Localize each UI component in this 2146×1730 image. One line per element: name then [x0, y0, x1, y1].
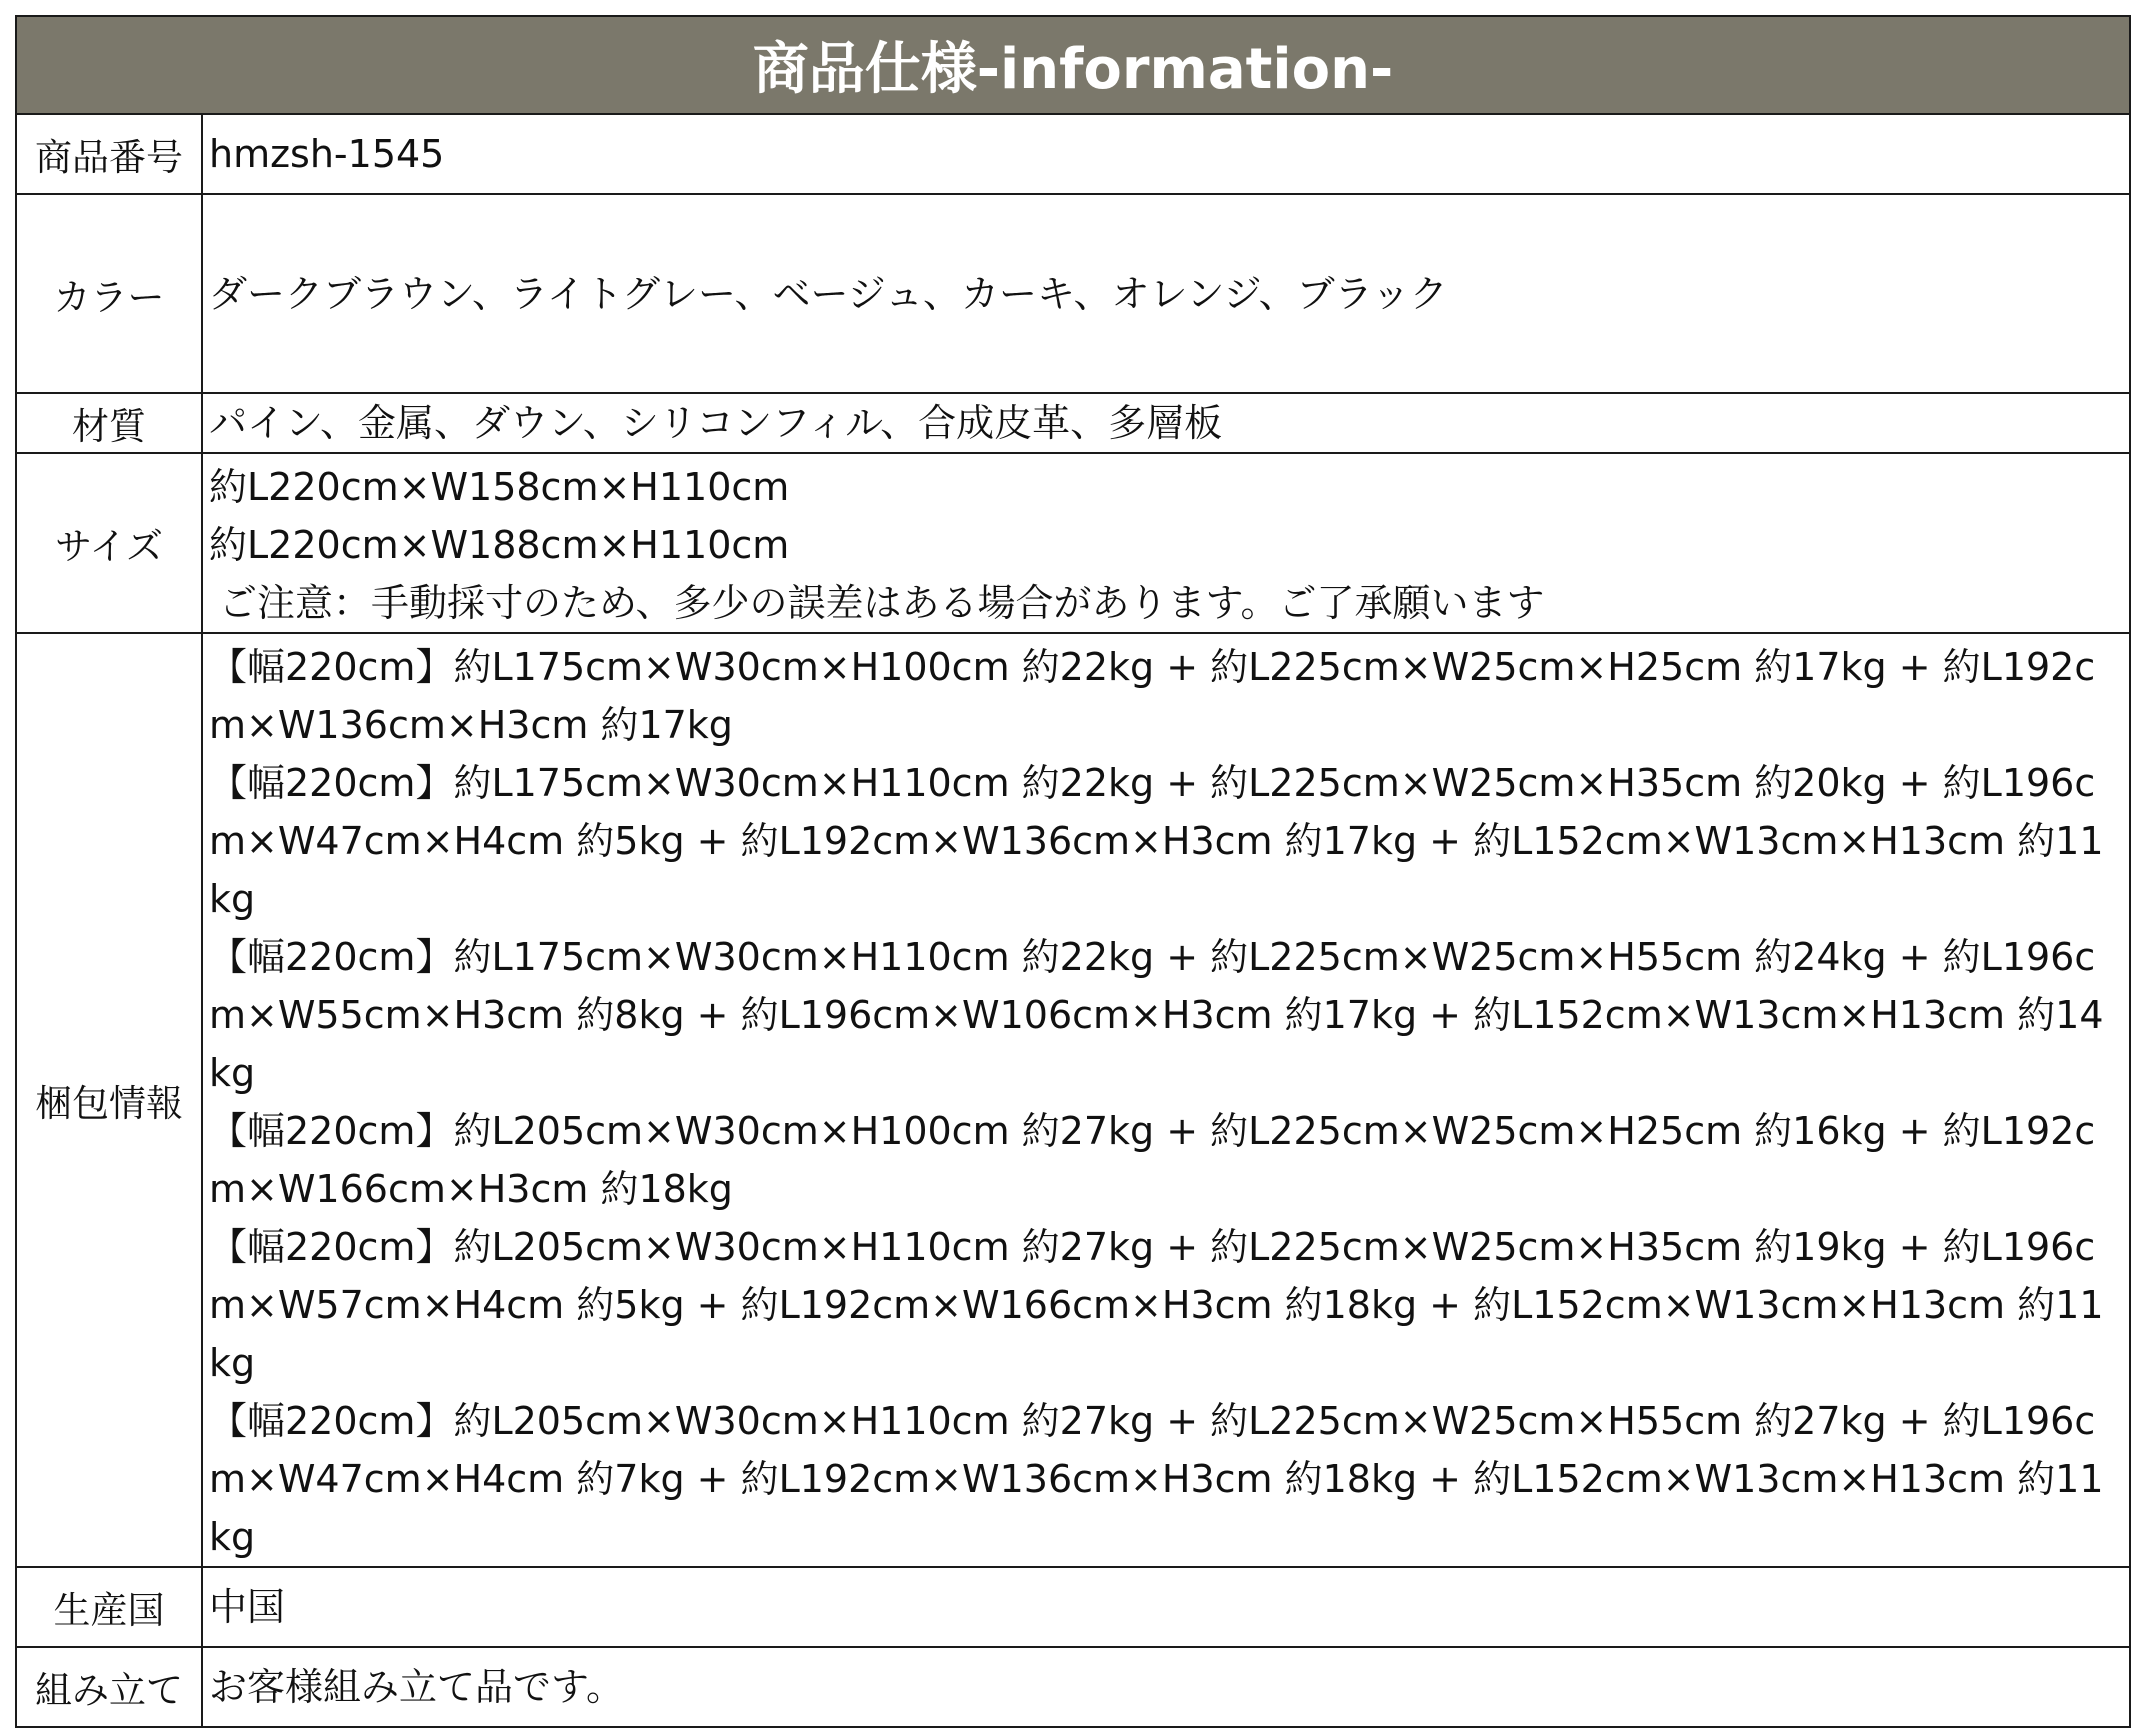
packaging-entry: 【幅220cm】約L205cm×W30cm×H100cm 約27kg + 約L225cm×W25cm×H25cm 約16kg + 約L192cm×W166cm×H3cm 約18kg	[209, 1109, 2096, 1211]
value-material: パイン、金属、ダウン、シリコンフィル、合成皮革、多層板	[202, 393, 2130, 453]
packaging-entry: 【幅220cm】約L175cm×W30cm×H110cm 約22kg + 約L225cm×W25cm×H35cm 約20kg + 約L196cm×W47cm×H4cm 約5kg + 約L192cm×W136cm×H3cm 約17kg + 約L152cm×W13cm×H13cm 約11kg	[209, 761, 2104, 921]
table-title: 商品仕様-information-	[16, 16, 2130, 114]
value-color: ダークブラウン、ライトグレー、ベージュ、カーキ、オレンジ、ブラック	[202, 194, 2130, 393]
label-origin: 生産国	[16, 1567, 202, 1647]
label-packaging: 梱包情報	[16, 633, 202, 1567]
label-color: カラー	[16, 194, 202, 393]
row-packaging	[16, 633, 2130, 1567]
row-material	[16, 393, 2130, 453]
label-size: サイズ	[16, 453, 202, 633]
value-assembly: お客様組み立て品です。	[202, 1647, 2130, 1727]
value-origin: 中国	[202, 1567, 2130, 1647]
spec-table	[15, 15, 2131, 1728]
label-material: 材質	[16, 393, 202, 453]
size-note: ご注意：手動採寸のため、多少の誤差はある場合があります。ご了承願います	[219, 581, 1545, 625]
label-product-number: 商品番号	[16, 114, 202, 194]
packaging-entry: 【幅220cm】約L175cm×W30cm×H100cm 約22kg + 約L225cm×W25cm×H25cm 約17kg + 約L192cm×W136cm×H3cm 約17kg	[209, 645, 2096, 747]
size-line: 約L220cm×W158cm×H110cm	[209, 465, 790, 509]
row-product-number	[16, 114, 2130, 194]
label-assembly: 組み立て	[16, 1647, 202, 1727]
packaging-entry: 【幅220cm】約L175cm×W30cm×H110cm 約22kg + 約L225cm×W25cm×H55cm 約24kg + 約L196cm×W55cm×H3cm 約8kg + 約L196cm×W106cm×H3cm 約17kg + 約L152cm×W13cm×H13cm 約14kg	[209, 935, 2104, 1095]
value-packaging	[202, 633, 2130, 1567]
packaging-entry: 【幅220cm】約L205cm×W30cm×H110cm 約27kg + 約L225cm×W25cm×H55cm 約27kg + 約L196cm×W47cm×H4cm 約7kg + 約L192cm×W136cm×H3cm 約18kg + 約L152cm×W13cm×H13cm 約11kg	[209, 1399, 2104, 1559]
row-size	[16, 453, 2130, 633]
row-assembly	[16, 1647, 2130, 1727]
row-origin	[16, 1567, 2130, 1647]
packaging-entry: 【幅220cm】約L205cm×W30cm×H110cm 約27kg + 約L225cm×W25cm×H35cm 約19kg + 約L196cm×W57cm×H4cm 約5kg + 約L192cm×W166cm×H3cm 約18kg + 約L152cm×W13cm×H13cm 約11kg	[209, 1225, 2104, 1385]
value-product-number: hmzsh-1545	[202, 114, 2130, 194]
value-size	[202, 453, 2130, 633]
row-color	[16, 194, 2130, 393]
size-line: 約L220cm×W188cm×H110cm	[209, 523, 790, 567]
title-row	[16, 16, 2130, 114]
